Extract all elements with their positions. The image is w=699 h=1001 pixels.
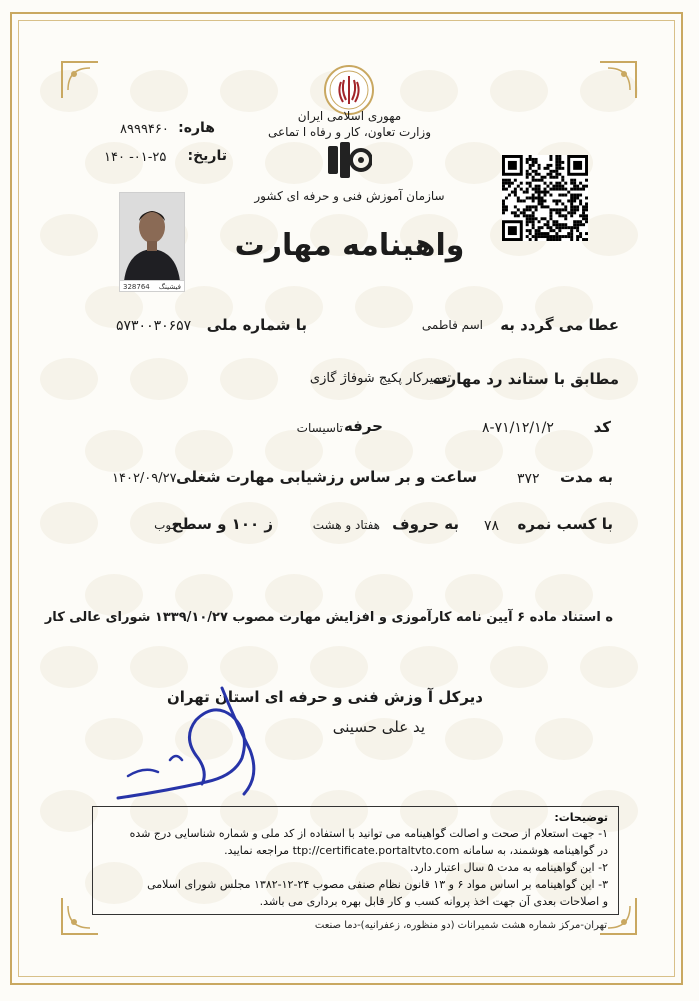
certificate-title: واهینامه مهارت [234,228,465,263]
standard-value: تعمیرکار پکیج شوفاژ گازی [309,371,451,386]
footer-address: تهران-مرکز شماره هشت شمیرانات (دو منظوره، زعفرانیه)-دما صنعت [314,920,607,931]
legal-basis-text: ه استناد ماده ۶ آیین نامه کارآموزی و افزایش مهارت مصوب ۱۳۳۹/۱۰/۲۷ شورای عالی کار [44,610,613,625]
assessment-date-value: ۱۴۰۲/۰۹/۲۷ [112,471,177,486]
ministry-name: وزارت تعاون، کار و رفاه ا تماعی [267,125,432,139]
assessment-basis-label: ساعت و بر ساس رزشیابی مهارت شغلی [176,468,477,486]
signatory-title: دیرکل آ وزش فنی و حرفه ای استان تهران [166,688,483,706]
score-value: ۷۸ [484,518,500,534]
standard-label: مطابق با ستاند رد مهارت [432,370,619,388]
date-value: ۱۴۰ -۰۱-۲۵ [104,150,167,165]
code-value: ۸-۷۱/۱۲/۱/۲ [482,420,554,436]
national-id-label: با شماره ملی [206,316,307,334]
organization-name: سازمان آموزش فنی و حرفه ای کشور [254,189,445,203]
code-label: کد [593,418,611,436]
date-label: تاریخ: [187,148,227,164]
photo-caption-label: فیشینگ [158,283,181,291]
tvto-logo-icon [326,140,372,180]
note-line-4: ۳- این گواهینامه بر اساس مواد ۶ و ۱۳ قانون نظام صنفی مصوب ۲۴-۱۲-۱۳۸۲ مجلس شورای اسلامی [147,878,608,891]
trade-label: حرفه [343,417,383,435]
duration-value: ۳۷۲ [517,471,540,487]
national-id-value: ۵۷۳۰۰۳۰۶۵۷ [116,318,192,334]
number-value: ۸۹۹۹۴۶۰ [120,122,169,137]
note-line-2b: مراجعه نمایید. [224,844,290,857]
score-words-label: به حروف [392,515,459,533]
notes-heading: توضیحات: [554,811,608,824]
signatory-name: ید علی حسینی [332,718,425,736]
note-line-3: ۲- این گواهینامه به مدت ۵ سال اعتبار دارد. [410,861,608,874]
number-label: هاره: [178,120,215,136]
notes-box [92,806,619,915]
level-value: خوب [154,518,179,532]
corner-ornament-icon [60,60,100,100]
score-label: با کسب نمره [517,515,613,533]
photo-code: 328764 [123,283,150,291]
government-name: مهوری اسلامی ایران [297,109,402,123]
signature-icon [110,680,280,810]
note-line-2 [224,844,608,857]
awarded-to-label: عطا می گردد به [500,316,619,334]
level-label: ز ۱۰۰ و سطح [171,515,273,533]
note-line-5: و اصلاحات بعدی آن جهت اخذ پروانه کسب و کار قابل بهره برداری می باشد. [259,895,608,908]
note-line-1: ۱- جهت استعلام از صحت و اصالت گواهینامه می توانید با استفاده از کد ملی و شماره شناسایی درج شده [129,827,608,840]
score-words-value: هفتاد و هشت [312,518,380,532]
holder-name: اسم فاطمی [421,318,483,332]
certificate-portal-link[interactable]: ttp://certificate.portaltvto.com [292,844,460,857]
photo-caption [119,280,185,292]
duration-label: به مدت [560,468,613,486]
holder-photo [119,192,185,282]
person-photo-icon [120,193,184,281]
note-line-2a: در گواهینامه هوشمند، به سامانه [462,844,608,857]
corner-ornament-icon [598,60,638,100]
trade-value: تاسیسات [296,421,343,435]
